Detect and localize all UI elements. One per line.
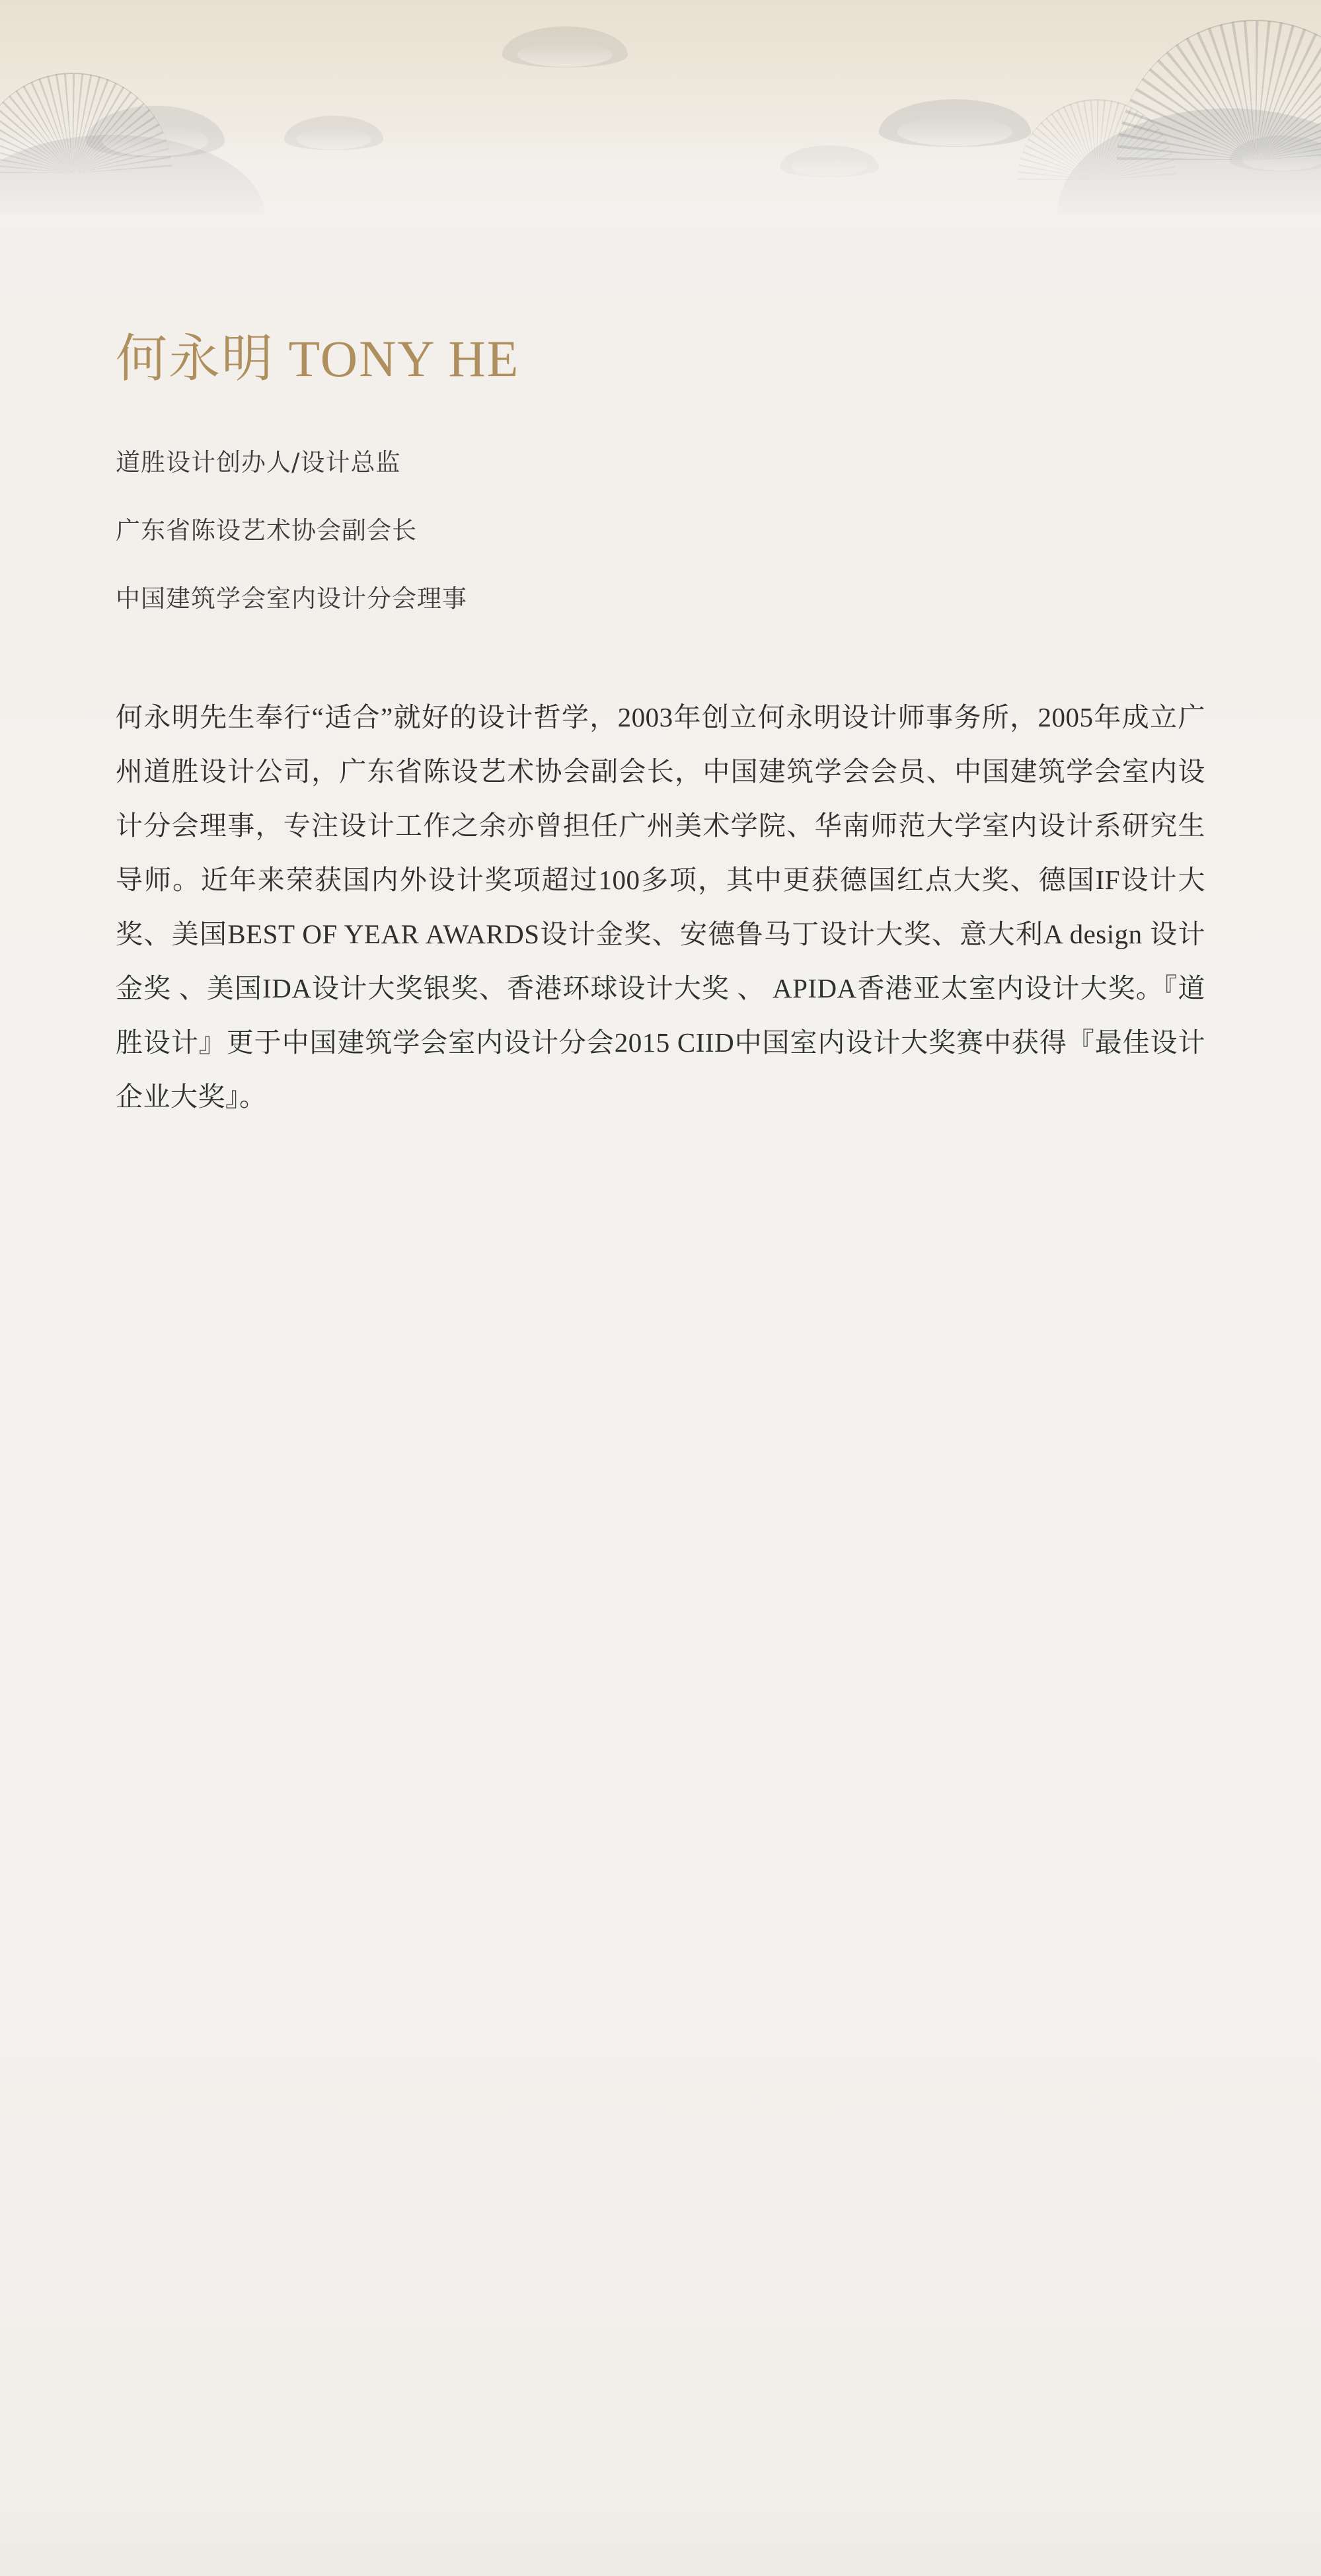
role-list bbox=[116, 450, 1205, 611]
list-item: 广东省陈设艺术协会副会长 bbox=[116, 516, 417, 545]
list-item: 道胜设计创办人/设计总监 bbox=[116, 448, 401, 477]
page-title: 何永明 TONY HE bbox=[116, 330, 520, 387]
cloud-icon bbox=[502, 26, 628, 67]
profile-content bbox=[0, 231, 1321, 1296]
biography-paragraph: 何永明先生奉行“适合”就好的设计哲学，2003年创立何永明设计师事务所，2005年成立广州道胜设计公司，广东省陈设艺术协会副会长，中国建筑学会会员、中国建筑学会室内设计分会理事，专注设计工作之余亦曾担任广州美术学院、华南师范大学室内设计系研究生导师。近年来荣获国内外设计奖项超过100多项，其中更获德国红点大奖、德国IF设计大奖、美国BEST OF YEAR AWARDS设计金奖、安德鲁马丁设计大奖、意大利A design 设计金奖 、美国IDA设计大奖银奖、香港环球设计大奖 、 APIDA香港亚太室内设计大奖。『道胜设计』更于中国建筑学会室内设计分会2015 CIID中国室内设计大奖赛中获得『最佳设计企业大奖』。 bbox=[116, 701, 1205, 1112]
header-gradient-wash bbox=[0, 132, 1321, 231]
bottom-gradient-fade bbox=[0, 2497, 1321, 2576]
list-item: 中国建筑学会室内设计分会理事 bbox=[116, 584, 467, 613]
decorative-header-banner bbox=[0, 0, 1321, 231]
